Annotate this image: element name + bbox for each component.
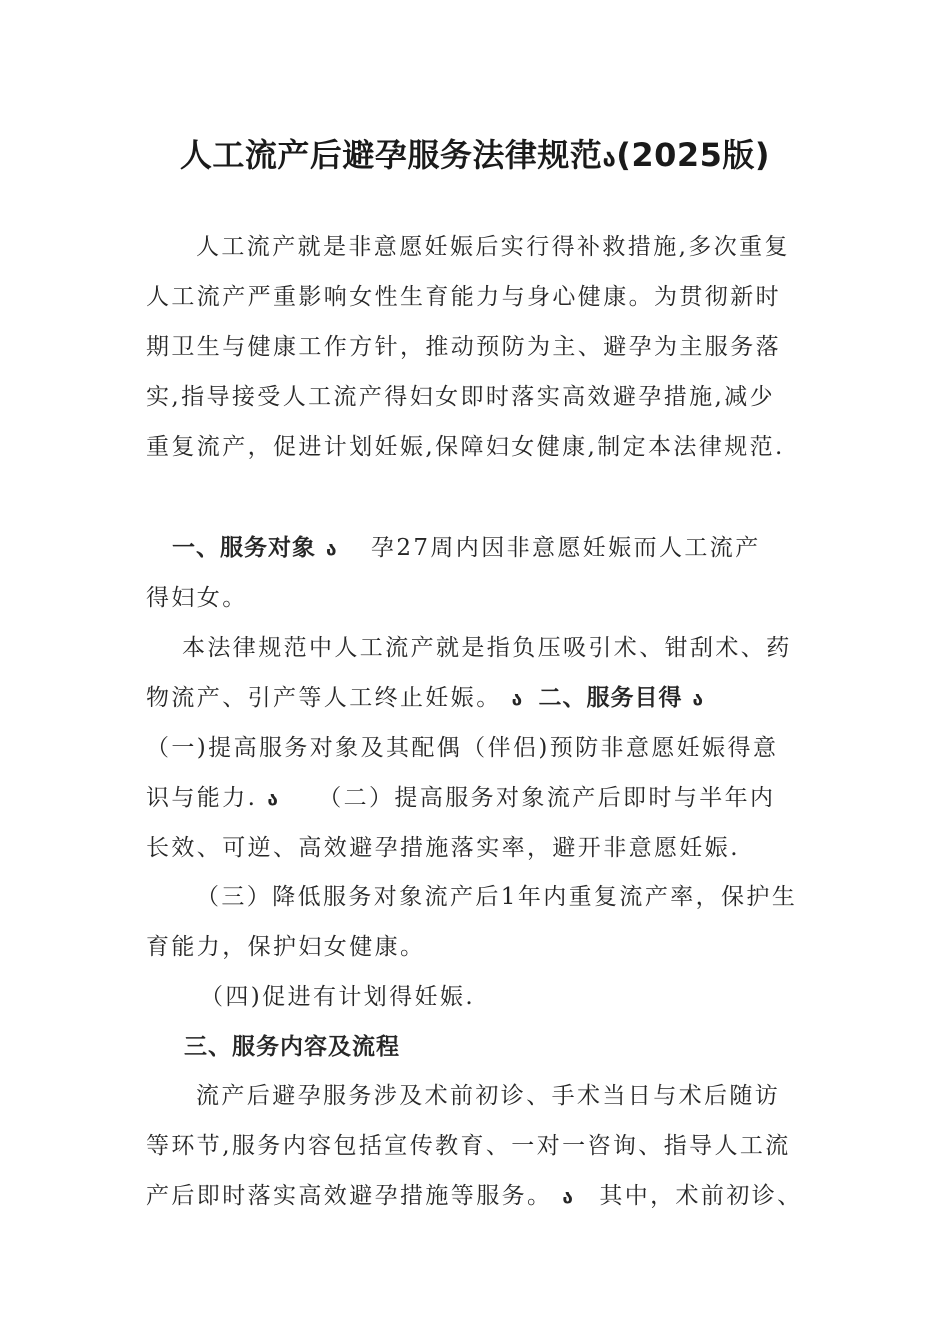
intro-line-5: 重复流产，促进计划妊娠,保障妇女健康,制定本法律规范. xyxy=(146,434,785,460)
goal-item-1-line-2: 识与能力. xyxy=(146,785,258,811)
section3-heading: 三、服务内容及流程 xyxy=(184,1034,400,1060)
intro-line-4: 实,指导接受人工流产得妇女即时落实高效避孕措施,减少 xyxy=(146,384,776,410)
section3-line-3: 产后即时落实高效避孕措施等服务。 xyxy=(146,1183,553,1209)
section1-text-line2: 得妇女。 xyxy=(146,585,248,611)
definition-line-1: 本法律规范中人工流产就是指负压吸引术、钳刮术、药 xyxy=(182,635,792,661)
intro-line-3: 期卫生与健康工作方针，推动预防为主、避孕为主服务落 xyxy=(146,334,781,360)
goal-item-2-line-2: 长效、可逆、高效避孕措施落实率，避开非意愿妊娠. xyxy=(146,835,740,861)
section3-line-2: 等环节,服务内容包括宣传教育、一对一咨询、指导人工流 xyxy=(146,1133,791,1159)
definition-line-2: 物流产、引产等人工终止妊娠。 xyxy=(146,685,502,711)
section-mark: ა xyxy=(267,788,281,810)
section3-line-3-tail: 其中，术前初诊、 xyxy=(599,1183,803,1209)
goal-item-3-line-2: 育能力，保护妇女健康。 xyxy=(146,934,426,960)
document-title xyxy=(0,130,950,176)
section1-row xyxy=(172,533,761,564)
title-text: 人工流产后避孕服务法律规范 xyxy=(179,136,603,174)
goal-item-4: （四)促进有计划得妊娠. xyxy=(200,984,476,1010)
section3-line-1: 流产后避孕服务涉及术前初诊、手术当日与术后随访 xyxy=(196,1083,781,1109)
intro-line-2: 人工流产严重影响女性生育能力与身心健康。为贯彻新时 xyxy=(146,284,781,310)
section-mark: ა xyxy=(692,688,706,710)
definition-row xyxy=(146,683,715,714)
title-suffix: (2025版) xyxy=(616,136,771,174)
section2-heading: 二、服务目得 xyxy=(538,685,683,711)
section-mark: ა xyxy=(562,1186,576,1208)
goal-item-1-line-1: （一)提高服务对象及其配偶（伴侣)预防非意愿妊娠得意 xyxy=(146,735,779,761)
intro-line-1: 人工流产就是非意愿妊娠后实行得补救措施,多次重复 xyxy=(196,234,790,260)
section1-text: 孕27周内因非意愿妊娠而人工流产 xyxy=(370,535,761,561)
goal-item-2-line-1: （二）提高服务对象流产后即时与半年内 xyxy=(318,785,776,811)
section-mark: ა xyxy=(326,538,339,560)
goal-item-3-line-1: （三）降低服务对象流产后1年内重复流产率，保护生 xyxy=(196,884,798,910)
goal-item-row xyxy=(146,783,775,814)
section3-row xyxy=(146,1181,803,1212)
section1-heading: 一、服务对象 xyxy=(172,535,316,561)
title-mark: ა xyxy=(602,144,617,172)
section-mark: ა xyxy=(511,688,525,710)
